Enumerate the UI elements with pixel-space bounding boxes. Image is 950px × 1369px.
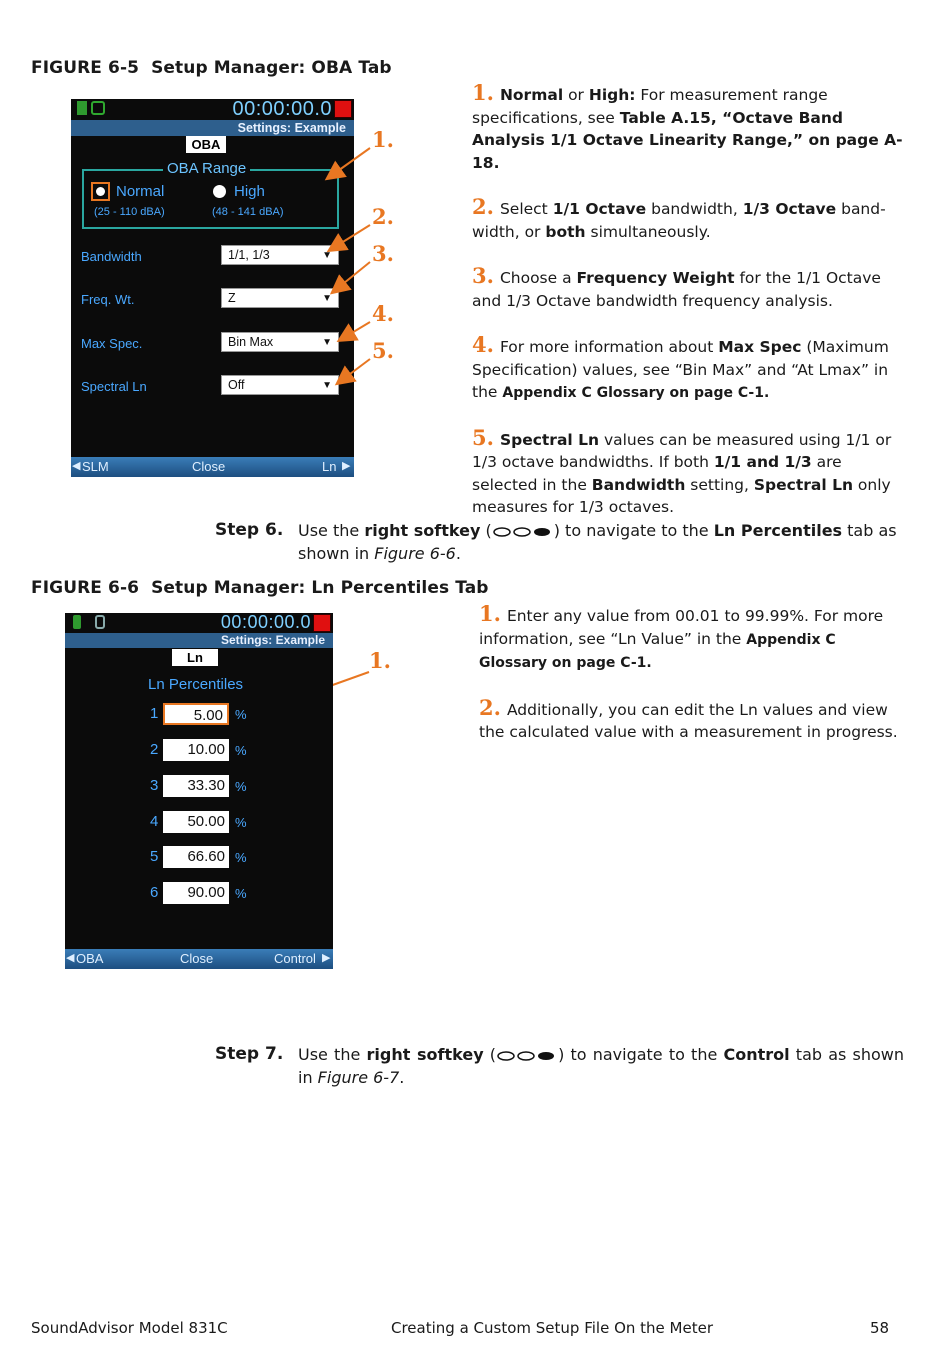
record-status-icon bbox=[313, 614, 331, 632]
percent-unit: % bbox=[235, 707, 247, 722]
figure-title: Setup Manager: Ln Percentiles Tab bbox=[151, 578, 489, 598]
text: setting, bbox=[685, 475, 754, 494]
bold-text: Spectral Ln bbox=[753, 475, 853, 494]
note-3 bbox=[472, 265, 906, 312]
timer: 00:00:00.0 bbox=[220, 612, 311, 632]
text: (Maximum Specification) values, see “Bin Max” and “At Lmax” in the bbox=[472, 338, 889, 401]
bold-text: Bandwidth bbox=[591, 475, 686, 494]
text: only measures for 1/3 octaves. bbox=[472, 475, 891, 516]
text: For measurement range specifications, see bbox=[472, 86, 828, 127]
note-number: 1. bbox=[479, 601, 501, 626]
glossary-link[interactable]: Appendix C Glossary on page C-1. bbox=[502, 385, 770, 401]
step-6-text bbox=[298, 520, 904, 565]
text: Use the bbox=[298, 521, 365, 540]
footer-section: Creating a Custom Setup File On the Meter bbox=[391, 1319, 713, 1337]
bold-text: High: bbox=[588, 86, 636, 104]
bold-text: Spectral Ln bbox=[499, 430, 600, 449]
softkey-center[interactable]: Close bbox=[192, 459, 226, 474]
figure-label: FIGURE 6-6 bbox=[31, 578, 140, 598]
text: ) to navigate to the bbox=[553, 521, 714, 540]
text: ( bbox=[480, 521, 492, 540]
ln-value-input[interactable]: 33.30 bbox=[163, 775, 229, 797]
ln-value-input[interactable]: 50.00 bbox=[163, 811, 229, 833]
chevron-down-icon: ▼ bbox=[322, 337, 332, 348]
bandwidth-value: 1/1, 1/3 bbox=[228, 248, 270, 262]
spectral-ln-value: Off bbox=[228, 378, 245, 392]
callout-1: 1. bbox=[372, 127, 394, 152]
bold-text: 1/1 Octave bbox=[552, 200, 647, 218]
ln-percentiles-title: Ln Percentiles bbox=[148, 676, 244, 693]
table-reference-link[interactable]: Table A.15, “Octave Band Analysis 1/1 Octave Linearity Range,” on page A-18. bbox=[472, 108, 903, 172]
high-range: (48 - 141 dBA) bbox=[212, 206, 284, 218]
tab-oba[interactable]: OBA bbox=[186, 136, 226, 153]
usb-icon bbox=[95, 615, 105, 629]
text: band-width, or bbox=[472, 200, 886, 241]
text: Enter any value from 00.01 to 99.99%. For more information, see “Ln Value” in the bbox=[479, 607, 884, 648]
softkey-left[interactable]: SLM bbox=[82, 459, 109, 474]
text: ) to navigate to the bbox=[558, 1045, 724, 1064]
bandwidth-label: Bandwidth bbox=[81, 249, 142, 264]
note-1 bbox=[479, 603, 907, 675]
text: values can be measured using 1/1 or 1/3 octave bandwidths. If both bbox=[472, 430, 892, 471]
ln-tab-screenshot bbox=[65, 613, 333, 969]
bold-text: Normal bbox=[499, 86, 564, 104]
text: Select bbox=[499, 200, 553, 218]
arrow-3 bbox=[333, 262, 370, 292]
callout-4: 4. bbox=[372, 301, 394, 326]
ln-index: 4 bbox=[150, 813, 159, 830]
callout-2: 2. bbox=[372, 204, 394, 229]
step-7-label: Step 7. bbox=[215, 1044, 284, 1064]
text: or bbox=[563, 86, 589, 104]
chevron-down-icon: ▼ bbox=[322, 250, 332, 261]
figure-reference[interactable]: Figure 6-7 bbox=[317, 1067, 400, 1087]
note-2 bbox=[479, 694, 907, 744]
arrow-5 bbox=[338, 359, 370, 383]
figure-reference[interactable]: Figure 6-6 bbox=[374, 543, 456, 563]
figure-label: FIGURE 6-5 bbox=[31, 58, 140, 78]
spectral-ln-label: Spectral Ln bbox=[81, 379, 147, 394]
left-arrow-icon: ◀ bbox=[72, 460, 81, 472]
ln-value-input[interactable]: 5.00 bbox=[163, 703, 229, 725]
softkey-center[interactable]: Close bbox=[180, 951, 214, 966]
text: . bbox=[455, 543, 461, 563]
percent-unit: % bbox=[235, 850, 247, 865]
ln-index: 5 bbox=[150, 848, 159, 865]
figure-6-6-caption bbox=[31, 578, 489, 598]
text: . bbox=[399, 1067, 405, 1087]
arrow-4 bbox=[340, 322, 370, 340]
left-arrow-icon: ◀ bbox=[66, 952, 75, 964]
bold-text: Frequency Weight bbox=[576, 269, 735, 287]
figure-title: Setup Manager: OBA Tab bbox=[151, 58, 392, 78]
step-6-label: Step 6. bbox=[215, 520, 284, 540]
glossary-link[interactable]: Appendix C Glossary on page C-1. bbox=[479, 631, 836, 671]
note-number: 2. bbox=[472, 194, 494, 219]
softkey-right-icon bbox=[496, 1049, 558, 1063]
arrow-1 bbox=[328, 148, 370, 178]
note-2 bbox=[472, 196, 906, 243]
callout-5: 5. bbox=[372, 338, 394, 363]
text: simultaneously. bbox=[585, 222, 711, 241]
text: For more information about bbox=[499, 338, 719, 356]
chevron-down-icon: ▼ bbox=[322, 380, 332, 391]
right-arrow-icon: ▶ bbox=[342, 460, 351, 472]
status-bar bbox=[65, 613, 333, 635]
ln-value-input[interactable]: 90.00 bbox=[163, 882, 229, 904]
arrow-2 bbox=[330, 225, 370, 250]
ln-index: 6 bbox=[150, 884, 159, 901]
chevron-down-icon: ▼ bbox=[322, 293, 332, 304]
text: for the 1/1 Octave and 1/3 Octave bandwidth frequency analysis. bbox=[472, 269, 881, 310]
percent-unit: % bbox=[235, 886, 247, 901]
normal-range: (25 - 110 dBA) bbox=[94, 206, 165, 218]
note-4 bbox=[472, 334, 906, 405]
text: are selected in the bbox=[472, 453, 842, 494]
oba-notes bbox=[472, 82, 906, 541]
note-number: 5. bbox=[472, 424, 494, 450]
bold-text: Ln Percentiles bbox=[713, 521, 843, 540]
settings-bar: Settings: Example bbox=[65, 633, 333, 648]
note-number: 4. bbox=[472, 332, 494, 357]
softkey-right[interactable]: Control bbox=[274, 951, 316, 966]
oba-range-title: OBA Range bbox=[163, 160, 250, 177]
max-spec-label: Max Spec. bbox=[81, 336, 143, 351]
text: Use the bbox=[298, 1045, 367, 1064]
text: ( bbox=[483, 1045, 497, 1064]
bold-text: 1/1 and 1/3 bbox=[713, 453, 812, 471]
softkey-right[interactable]: Ln bbox=[322, 459, 337, 474]
right-arrow-icon: ▶ bbox=[322, 952, 331, 964]
text: bandwidth, bbox=[646, 200, 743, 218]
text: Choose a bbox=[499, 269, 577, 287]
softkey-right-icon bbox=[492, 525, 554, 539]
text: Additionally, you can edit the Ln values and view the calculated value with a measurement in progress. bbox=[479, 700, 898, 741]
bold-text: right softkey bbox=[366, 1045, 484, 1064]
ln-value-input[interactable]: 66.60 bbox=[163, 846, 229, 868]
percent-unit: % bbox=[235, 815, 247, 830]
freq-wt-label: Freq. Wt. bbox=[81, 292, 135, 307]
softkey-bar bbox=[65, 949, 333, 969]
text: tab as shown in bbox=[298, 521, 897, 563]
note-5 bbox=[472, 424, 906, 519]
note-1 bbox=[472, 82, 906, 174]
normal-label: Normal bbox=[116, 183, 165, 200]
freq-wt-value: Z bbox=[228, 291, 236, 305]
bold-text: 1/3 Octave bbox=[742, 200, 837, 218]
bold-text: Control bbox=[723, 1045, 790, 1064]
text: tab as shown in bbox=[298, 1045, 905, 1087]
ln-index: 1 bbox=[150, 705, 159, 722]
battery-icon bbox=[73, 615, 81, 629]
bold-text: both bbox=[545, 222, 586, 241]
note-number: 3. bbox=[472, 263, 494, 288]
tab-ln[interactable]: Ln bbox=[172, 649, 218, 666]
percent-unit: % bbox=[235, 743, 247, 758]
ln-value-input[interactable]: 10.00 bbox=[163, 739, 229, 761]
settings-bar: Settings: Example bbox=[71, 120, 354, 136]
timer: 00:00:00.0 bbox=[232, 98, 332, 120]
callout-ln-1: 1. bbox=[369, 648, 391, 673]
bold-text: Max Spec bbox=[718, 338, 802, 356]
callout-3: 3. bbox=[372, 241, 394, 266]
high-label: High bbox=[234, 183, 265, 200]
max-spec-value: Bin Max bbox=[228, 335, 274, 349]
page-number: 58 bbox=[870, 1319, 890, 1337]
bold-text: right softkey bbox=[364, 521, 481, 540]
note-number: 1. bbox=[472, 80, 494, 105]
ln-index: 3 bbox=[150, 777, 159, 794]
footer-product: SoundAdvisor Model 831C bbox=[31, 1319, 228, 1337]
percent-unit: % bbox=[235, 779, 247, 794]
ln-notes bbox=[479, 603, 907, 766]
step-7-text bbox=[298, 1044, 904, 1089]
ln-index: 2 bbox=[150, 741, 159, 758]
note-number: 2. bbox=[479, 694, 501, 720]
softkey-left[interactable]: OBA bbox=[76, 951, 104, 966]
